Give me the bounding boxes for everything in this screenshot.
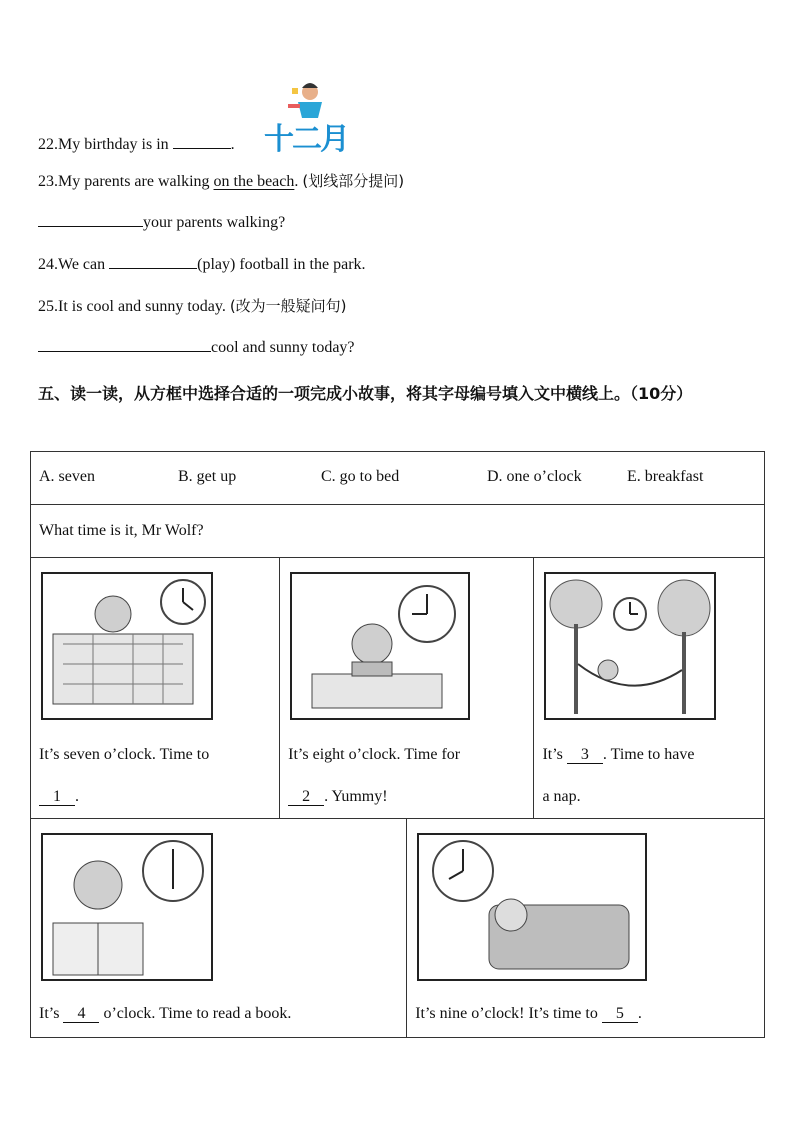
panel-1-caption: It’s seven o’clock. Time to 1 . [39, 746, 210, 805]
wolf-hammock-image [544, 572, 716, 720]
option-a: A. seven [39, 468, 95, 485]
answer-blank[interactable] [38, 337, 211, 352]
question-24: 24.We can (play) football in the park. [38, 256, 366, 273]
wolf-in-bed-image [41, 572, 213, 720]
answer-blank-4[interactable]: 4 [63, 1006, 99, 1023]
answer-blank[interactable] [38, 212, 143, 227]
panel-5-caption: It’s nine o’clock! It’s time to 5 . [415, 1005, 642, 1022]
panel-3-caption: It’s 3 . Time to have a nap. [542, 746, 695, 805]
panel-4 [31, 819, 407, 1038]
answer-blank-2[interactable]: 2 [288, 789, 324, 806]
option-e: E. breakfast [627, 468, 704, 485]
panel-2-caption: It’s eight o’clock. Time for 2 . Yummy! [288, 746, 461, 805]
question-23: 23.My parents are walking on the beach. (划线部分提问) [38, 172, 405, 190]
panel-2 [280, 558, 534, 819]
story-question: What time is it, Mr Wolf? [31, 505, 765, 558]
option-b: B. get up [178, 468, 237, 485]
option-d: D. one o’clock [487, 468, 582, 485]
wolf-eating-image [290, 572, 470, 720]
option-c: C. go to bed [321, 468, 400, 485]
month-logo [262, 80, 358, 157]
instruction: (改为一般疑问句) [229, 297, 347, 315]
answer-blank-5[interactable]: 5 [602, 1006, 638, 1023]
panel-4-caption: It’s 4 o’clock. Time to read a book. [39, 1005, 292, 1022]
panel-5 [407, 819, 765, 1038]
panel-3 [534, 558, 765, 819]
answer-blank[interactable] [173, 134, 231, 149]
question-23-answer-line: your parents walking? [38, 212, 285, 232]
question-25-answer-line: cool and sunny today? [38, 337, 355, 357]
story-table [30, 451, 765, 1038]
question-22: 22.My birthday is in . [38, 136, 235, 153]
wolf-reading-image [41, 833, 213, 981]
answer-blank[interactable] [109, 254, 197, 269]
answer-blank-1[interactable]: 1 [39, 789, 75, 806]
instruction: (划线部分提问) [302, 172, 405, 190]
wolf-sleeping-image [417, 833, 647, 981]
answer-blank-3[interactable]: 3 [567, 747, 603, 764]
panel-1 [31, 558, 280, 819]
month-word: 十二月 [264, 122, 348, 157]
options-box [31, 452, 765, 505]
section-title: 五、读一读，从方框中选择合适的一项完成小故事，将其字母编号填入文中横线上。（10分） [38, 384, 693, 403]
underlined-phrase: on the beach [213, 173, 295, 190]
question-25: 25.It is cool and sunny today. (改为一般疑问句) [38, 297, 347, 315]
